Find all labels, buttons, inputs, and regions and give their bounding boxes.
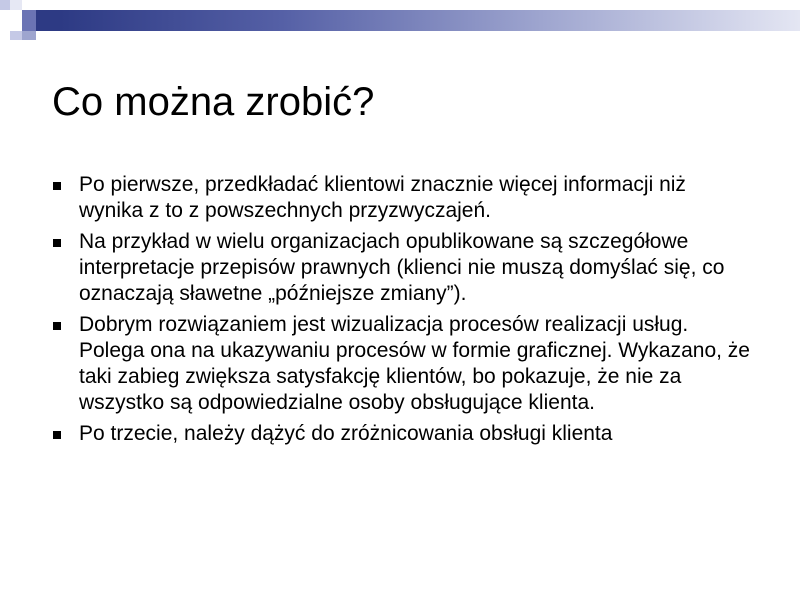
decor-square — [22, 0, 34, 10]
slide-title: Co można zrobić? — [52, 80, 375, 124]
decor-square — [36, 10, 60, 31]
bullet-list — [50, 172, 750, 452]
decor-square — [22, 31, 36, 40]
bullet-text: Dobrym rozwiązaniem jest wizualizacja procesów realizacji usług. Polega ona na ukazywaniu procesów w formie graficznej. Wykazano, że taki zabieg zwiększa satysfakcję klientów, bo pokazuje, że nie za wszystko są odpowiedzialne osoby obsługujące klienta. — [79, 313, 750, 414]
bullet-text: Po trzecie, należy dążyć do zróżnicowania obsługi klienta — [79, 422, 613, 445]
square-bullet-icon — [53, 239, 61, 247]
decorative-header — [0, 0, 800, 40]
square-bullet-icon — [53, 322, 61, 330]
bullet-item — [50, 421, 750, 447]
bullet-item — [50, 229, 750, 307]
decor-square — [0, 10, 22, 31]
bullet-item — [50, 172, 750, 224]
bullet-text: Na przykład w wielu organizacjach opublikowane są szczegółowe interpretacje przepisów prawnych (klienci nie muszą domyślać się, co oznaczają sławetne „późniejsze zmiany”). — [79, 230, 725, 305]
square-bullet-icon — [53, 431, 61, 439]
bullet-item — [50, 312, 750, 416]
decor-square — [0, 0, 10, 10]
bullet-text: Po pierwsze, przedkładać klientowi znacznie więcej informacji niż wynika z to z powszechnych przyzwyczajeń. — [79, 173, 686, 222]
square-bullet-icon — [53, 182, 61, 190]
decor-square — [10, 31, 22, 40]
decor-square — [10, 0, 22, 10]
decor-square — [22, 10, 36, 31]
header-stripe — [60, 10, 800, 31]
